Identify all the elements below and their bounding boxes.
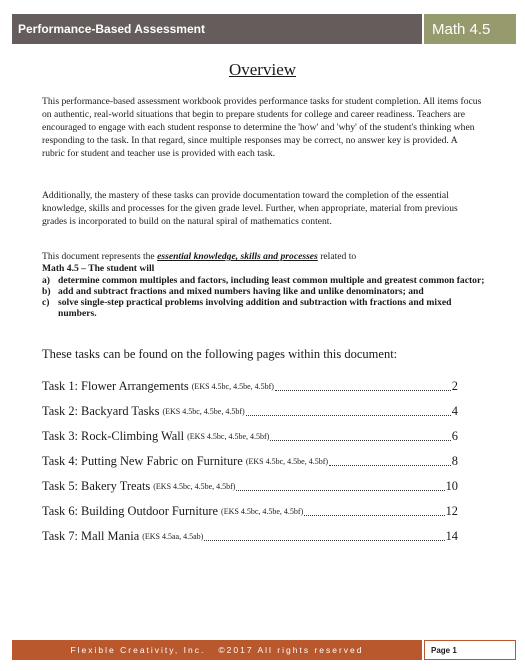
objective-text: solve single-step practical problems involving addition and subtraction with fractions and mixed numbers. (58, 297, 452, 319)
toc-page-number: 10 (445, 479, 458, 493)
toc-task-eks: (EKS 4.5bc, 4.5be, 4.5bf) (162, 407, 245, 416)
objectives-list (42, 275, 492, 319)
toc-leader (329, 465, 451, 466)
header-badge-label: Math 4.5 (432, 20, 491, 38)
toc-row[interactable] (42, 469, 458, 494)
objective-text: determine common multiples and factors, including least common multiple and greatest common factor; (58, 275, 485, 286)
page-title: Overview (228, 60, 297, 79)
toc-task-eks: (EKS 4.5bc, 4.5be, 4.5bf) (153, 482, 236, 491)
toc-leader (270, 440, 450, 441)
header-bar (12, 14, 422, 44)
task-table-of-contents (42, 369, 458, 544)
toc-leader (304, 515, 444, 516)
toc-page-number: 2 (451, 379, 458, 393)
toc-task-label: Task 4: Putting New Fabric on Furniture (42, 454, 243, 468)
toc-task-label: Task 2: Backyard Tasks (42, 404, 160, 418)
objectives-heading: Math 4.5 – The student will (42, 263, 155, 274)
objective-text: add and subtract fractions and mixed numbers having like and unlike denominators; and (58, 286, 424, 297)
toc-task-label: Task 1: Flower Arrangements (42, 379, 189, 393)
objective-letter: b) (42, 286, 51, 297)
represents-paragraph (42, 250, 482, 263)
tasks-intro: These tasks can be found on the following pages within this document: (42, 347, 398, 361)
footer-copyright: Flexible Creativity, Inc. ©2017 All rights reserved (70, 645, 364, 655)
represents-prefix: This document represents the (42, 251, 158, 262)
footer-page-box (424, 640, 516, 660)
objective-letter: c) (42, 297, 50, 308)
toc-task-label: Task 3: Rock-Climbing Wall (42, 429, 185, 443)
toc-row[interactable] (42, 369, 458, 394)
toc-page-number: 14 (445, 529, 458, 543)
toc-task-label: Task 5: Bakery Treats (42, 479, 151, 493)
toc-task-eks: (EKS 4.5aa, 4.5ab) (142, 532, 204, 541)
represents-emphasis: essential knowledge, skills and processes (157, 251, 318, 262)
toc-task-eks: (EKS 4.5bc, 4.5be, 4.5bf) (221, 507, 304, 516)
toc-task-label: Task 7: Mall Mania (42, 529, 140, 543)
toc-row[interactable] (42, 519, 458, 544)
objective-letter: a) (42, 275, 50, 286)
toc-page-number: 12 (445, 504, 458, 518)
toc-row[interactable] (42, 444, 458, 469)
objective-item (42, 297, 492, 319)
toc-task-eks: (EKS 4.5bc, 4.5be, 4.5bf) (191, 382, 274, 391)
toc-page-number: 4 (451, 404, 458, 418)
header-badge (424, 14, 516, 44)
toc-leader (275, 390, 451, 391)
footer-page-number: Page 1 (431, 645, 457, 655)
toc-row[interactable] (42, 394, 458, 419)
toc-row[interactable] (42, 419, 458, 444)
header-title: Performance-Based Assessment (18, 22, 205, 36)
footer-bar (12, 640, 422, 660)
toc-page-number: 6 (451, 429, 458, 443)
toc-leader (236, 490, 444, 491)
represents-suffix: related to (317, 251, 357, 262)
additional-paragraph: Additionally, the mastery of these tasks can provide documentation toward the completion of the essential knowledge, skills and processes for the given grade level. Further, when appropriate, material from previous grades is incorporated to build on the natural spiral of mathematics content. (42, 190, 458, 227)
objective-item (42, 275, 492, 286)
toc-page-number: 8 (451, 454, 458, 468)
toc-leader (246, 415, 451, 416)
intro-paragraph: This performance-based assessment workbook provides performance tasks for student completion. All items focus on authentic, real-world situations that begin to prepare students for college and career readiness. Teachers are encouraged to engage with each student response to determine the 'how' and 'why' of the student's thinking when responding to the task. In that regard, since multiple responses may be correct, no answer key is provided. A rubric for student and teacher use is provided with each task. (42, 96, 482, 159)
toc-task-label: Task 6: Building Outdoor Furniture (42, 504, 219, 518)
toc-leader (204, 540, 444, 541)
objective-item (42, 286, 492, 297)
toc-task-eks: (EKS 4.5bc, 4.5be, 4.5bf) (245, 457, 329, 466)
toc-task-eks: (EKS 4.5bc, 4.5be, 4.5bf) (187, 432, 270, 441)
toc-row[interactable] (42, 494, 458, 519)
